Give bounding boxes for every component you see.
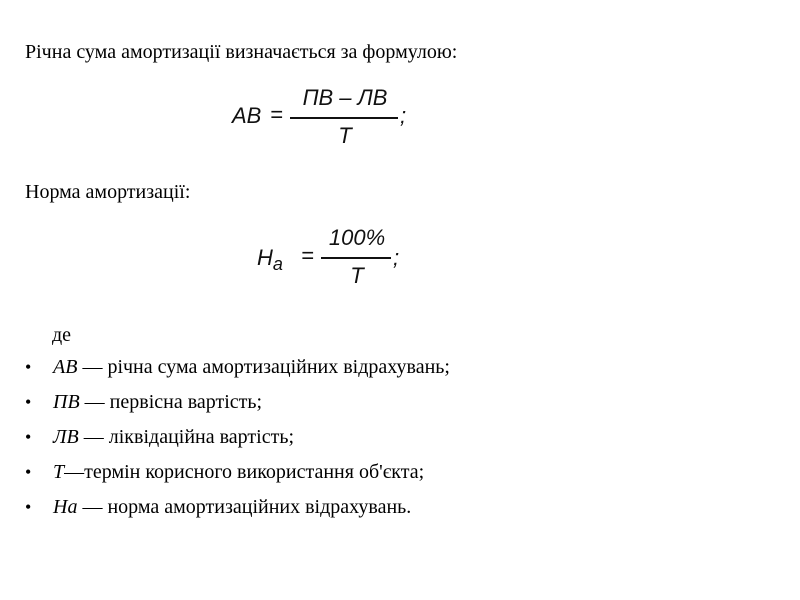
where-label: де — [52, 324, 72, 346]
depreciation-rate-formula — [255, 223, 405, 293]
definition-symbol: ПВ — [53, 391, 80, 413]
definition-text: — ліквідаційна вартість; — [78, 426, 294, 448]
bullet-icon: • — [25, 497, 32, 517]
bullet-icon: • — [25, 392, 32, 412]
formula1-equals: = — [270, 102, 283, 127]
formula2-denominator: Т — [350, 263, 364, 288]
definition-symbol: АВ — [53, 356, 78, 378]
formula1-denominator: Т — [338, 123, 352, 148]
formula2-equals: = — [301, 243, 314, 268]
formula1-terminator: ; — [400, 103, 407, 128]
formula2-fraction-bar — [321, 257, 391, 259]
formula1-lhs: АВ — [232, 103, 262, 128]
definition-text: —термін корисного використання об'єкта; — [64, 461, 425, 483]
definition-text: — норма амортизаційних відрахувань. — [77, 496, 412, 518]
bullet-icon: • — [25, 427, 32, 447]
bullet-icon: • — [25, 462, 32, 482]
formula2-lhs — [257, 245, 283, 277]
intro-text: Річна сума амортизації визначається за формулою: — [25, 41, 458, 63]
formula2-terminator: ; — [393, 245, 400, 270]
formula2-numerator: 100% — [328, 225, 386, 250]
depreciation-amount-formula — [230, 85, 410, 155]
norm-label: Норма амортизації: — [25, 181, 191, 203]
definition-symbol: ЛВ — [53, 426, 79, 448]
definition-text: — первісна вартість; — [79, 391, 263, 413]
definition-text: — річна сума амортизаційних відрахувань; — [77, 356, 450, 378]
formula2-lhs-sub: а — [272, 254, 283, 274]
formula1-numerator: ПВ – ЛВ — [302, 85, 388, 110]
formula1-fraction-bar — [290, 117, 398, 119]
definition-symbol: Т — [53, 461, 65, 483]
definition-symbol: На — [53, 496, 78, 518]
formula2-lhs-main: Н — [257, 245, 273, 270]
bullet-icon: • — [25, 357, 32, 377]
